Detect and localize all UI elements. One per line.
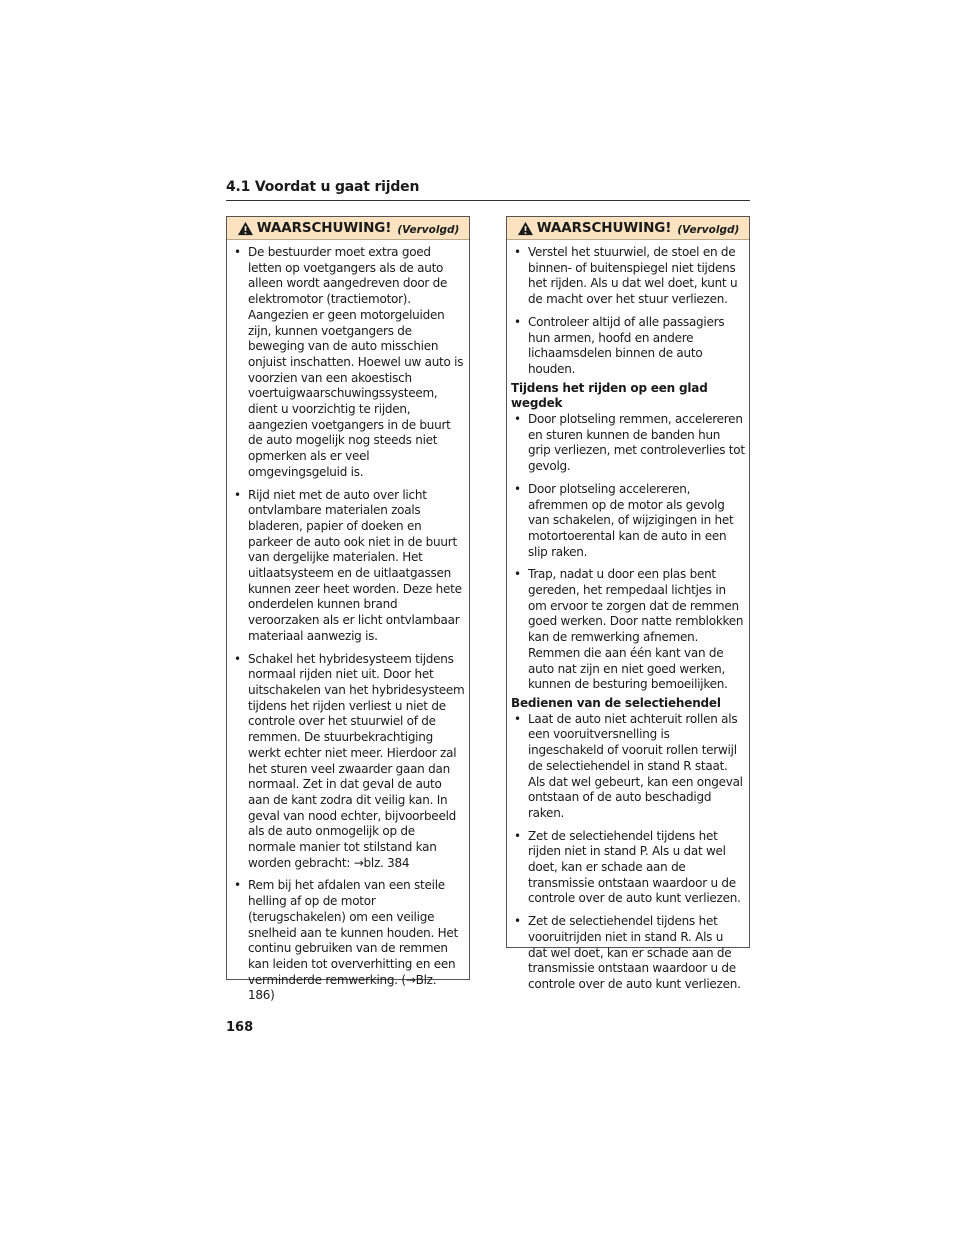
list-item: • De bestuurder moet extra goed letten op voetgangers als de auto alleen wordt aangedreven door de elektromotor (tractiemotor). Aangezien er geen motorgeluiden zijn, kunnen voetgangers de beweging van de auto misschien onjuist inschatten. Hoewel uw auto is voorzien van een akoestisch voertuigwaarschuwingssysteem, dient u voorzichtig te rijden, aangezien voetgangers in de buurt de auto mogelijk nog steeds niet opmerken als er veel omgevingsgeluid is. <box>234 245 464 479</box>
warning-triangle-icon <box>517 221 534 236</box>
warning-continued: (Vervolgd) <box>397 223 460 236</box>
list-item: • Rem bij het afdalen van een steile helling af op de motor (terugschakelen) om een veilige snelheid aan te kunnen houden. Het continu gebruiken van de remmen kan leiden tot oververhitting en een verminderde remwerking. (→Blz. 186) <box>234 878 458 1003</box>
list-item: • Door plotseling accelereren, afremmen op de motor als gevolg van schakelen, of wijzigingen in het motortoerental kan de auto in een slip raken. <box>514 481 734 559</box>
subheading-selector-lever: Bedienen van de selectiehendel <box>511 695 721 710</box>
warning-title: WAARSCHUWING! <box>536 220 672 236</box>
warning-box-left <box>226 216 470 1003</box>
warning-continued: (Vervolgd) <box>677 223 740 236</box>
header-divider <box>226 200 750 201</box>
warning-header <box>227 217 469 240</box>
warning-box-right <box>506 216 750 991</box>
warning-triangle-icon <box>237 221 254 236</box>
list-item: • Schakel het hybridesysteem tijdens normaal rijden niet uit. Door het uitschakelen van het hybridesysteem tijdens het rijden verliest u niet de controle over het stuurwiel of de remmen. De stuurbekrachtiging werkt echter niet meer. Hierdoor zal het sturen veel zwaarder gaan dan normaal. Zet in dat geval de auto aan de kant zodra dit veilig kan. In geval van nood echter, bijvoorbeeld als de auto onmogelijk op de normale manier tot stilstand kan worden gebracht: →blz. 384 <box>234 651 465 870</box>
subheading-slippery-road: Tijdens het rijden op een glad wegdek <box>511 380 708 411</box>
warning-title: WAARSCHUWING! <box>256 220 392 236</box>
list-item: • Zet de selectiehendel tijdens het vooruitrijden niet in stand R. Als u dat wel doet, kan er schade aan de transmissie ontstaan waardoor u de controle over de auto kunt verliezen. <box>514 914 741 991</box>
list-item: • Verstel het stuurwiel, de stoel en de binnen- of buitenspiegel niet tijdens het rijden. Als u dat wel doet, kunt u de macht over het stuur verliezen. <box>514 245 738 307</box>
list-item: • Rijd niet met de auto over licht ontvlambare materialen zoals bladeren, papier of doeken en parkeer de auto ook niet in de buurt van dergelijke materialen. Het uitlaatsysteem en de uitlaatgassen kunnen zeer heet worden. Deze hete onderdelen kunnen brand veroorzaken als er licht ontvlambaar materiaal aanwezig is. <box>234 487 462 643</box>
warning-header <box>507 217 749 240</box>
list-item: • Controleer altijd of alle passagiers hun armen, hoofd en andere lichaamsdelen binnen de auto houden. <box>514 314 725 376</box>
list-item: • Zet de selectiehendel tijdens het rijden niet in stand P. Als u dat wel doet, kan er schade aan de transmissie ontstaan waardoor u de controle over de auto kunt verliezen. <box>514 828 741 906</box>
section-title: 4.1 Voordat u gaat rijden <box>226 179 420 195</box>
list-item: • Trap, nadat u door een plas bent gereden, het rempedaal lichtjes in om ervoor te zorgen dat de remmen goed werken. Door natte remblokken kan de remwerking afnemen. Remmen die aan één kant van de auto nat zijn en niet goed werken, kunnen de besturing bemoeilijken. <box>514 567 744 692</box>
page-number: 168 <box>226 1020 254 1035</box>
list-item: • Laat de auto niet achteruit rollen als een vooruitversnelling is ingeschakeld of vooruit rollen terwijl de selectiehendel in stand R staat. Als dat wel gebeurt, kan een ongeval ontstaan of de auto beschadigd raken. <box>514 711 743 820</box>
list-item: • Door plotseling remmen, accelereren en sturen kunnen de banden hun grip verliezen, met controleverlies tot gevolg. <box>514 412 745 474</box>
